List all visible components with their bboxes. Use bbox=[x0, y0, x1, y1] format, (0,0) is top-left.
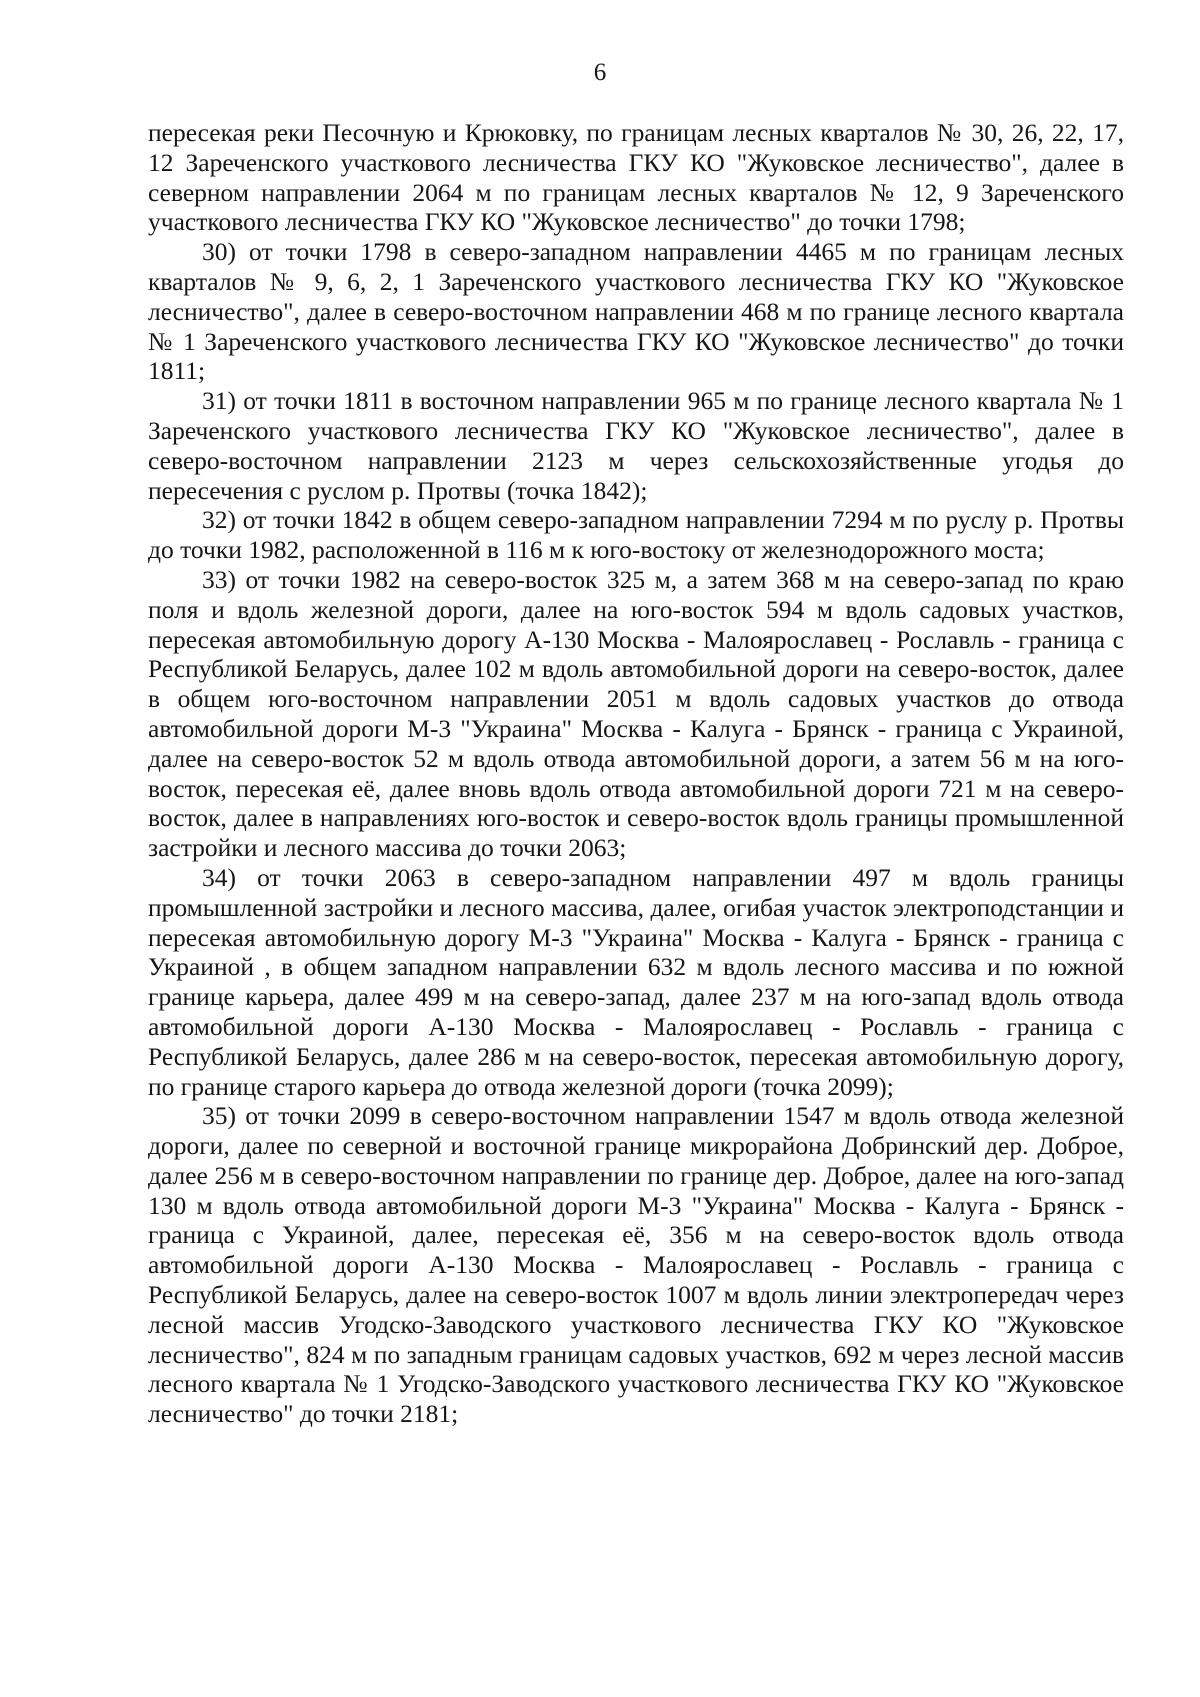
paragraph-item-32: 32) от точки 1842 в общем северо-западном направлении 7294 м по руслу р. Протвы до точки 1982, расположенной в 116 м к юго-востоку от железнодорожного моста; bbox=[148, 505, 1124, 565]
paragraph-continuation: пересекая реки Песочную и Крюковку, по границам лесных кварталов № 30, 26, 22, 17, 12 Зареченского участкового лесничества ГКУ КО "Жуковское лесничество", далее в северном направлении 2064 м по границам лесных кварталов № 12, 9 Зареченского участкового лесничества ГКУ КО "Жуковское лесничество" до точки 1798; bbox=[148, 118, 1124, 237]
paragraph-item-33: 33) от точки 1982 на северо-восток 325 м, а затем 368 м на северо-запад по краю поля и вдоль железной дороги, далее на юго-восток 594 м вдоль садовых участков, пересекая автомобильную дорогу А-130 Москва - Малоярославец - Рославль - граница с Республикой Беларусь, далее 102 м вдоль автомобильной дороги на северо-восток, далее в общем юго-восточном направлении 2051 м вдоль садовых участков до отвода автомобильной дороги М-3 "Украина" Москва - Калуга - Брянск - граница с Украиной, далее на северо-восток 52 м вдоль отвода автомобильной дороги, а затем 56 м на юго-восток, пересекая её, далее вновь вдоль отвода автомобильной дороги 721 м на северо-восток, далее в направлениях юго-восток и северо-восток вдоль границы промышленной застройки и лесного массива до точки 2063; bbox=[148, 564, 1124, 863]
paragraph-item-34: 34) от точки 2063 в северо-западном направлении 497 м вдоль границы промышленной застройки и лесного массива, далее, огибая участок электроподстанции и пересекая автомобильную дорогу М-3 "Украина" Москва - Калуга - Брянск - граница с Украиной , в общем западном направлении 632 м вдоль лесного массива и по южной границе карьера, далее 499 м на северо-запад, далее 237 м на юго-запад вдоль отвода автомобильной дороги А-130 Москва - Малоярославец - Рославль - граница с Республикой Беларусь, далее 286 м на северо-восток, пересекая автомобильную дорогу, по границе старого карьера до отвода железной дороги (точка 2099); bbox=[148, 862, 1124, 1101]
document-body bbox=[148, 118, 1124, 1429]
paragraph-item-31: 31) от точки 1811 в восточном направлении 965 м по границе лесного квартала № 1 Зареченского участкового лесничества ГКУ КО "Жуковское лесничество", далее в северо-восточном направлении 2123 м через сельскохозяйственные угодья до пересечения с руслом р. Протвы (точка 1842); bbox=[148, 386, 1124, 505]
paragraph-item-35: 35) от точки 2099 в северо-восточном направлении 1547 м вдоль отвода железной дороги, далее по северной и восточной границе микрорайона Добринский дер. Доброе, далее 256 м в северо-восточном направлении по границе дер. Доброе, далее на юго-запад 130 м вдоль отвода автомобильной дороги М-3 "Украина" Москва - Калуга - Брянск - граница с Украиной, далее, пересекая её, 356 м на северо-восток вдоль отвода автомобильной дороги А-130 Москва - Малоярославец - Рославль - граница с Республикой Беларусь, далее на северо-восток 1007 м вдоль линии электропередач через лесной массив Угодско-Заводского участкового лесничества ГКУ КО "Жуковское лесничество", 824 м по западным границам садовых участков, 692 м через лесной массив лесного квартала № 1 Угодско-Заводского участкового лесничества ГКУ КО "Жуковское лесничество" до точки 2181; bbox=[148, 1101, 1124, 1429]
page-number: 6 bbox=[593, 59, 607, 86]
paragraph-item-30: 30) от точки 1798 в северо-западном направлении 4465 м по границам лесных кварталов № 9, 6, 2, 1 Зареченского участкового лесничества ГКУ КО "Жуковское лесничество", далее в северо-восточном направлении 468 м по границе лесного квартала № 1 Зареченского участкового лесничества ГКУ КО "Жуковское лесничество" до точки 1811; bbox=[148, 237, 1124, 386]
